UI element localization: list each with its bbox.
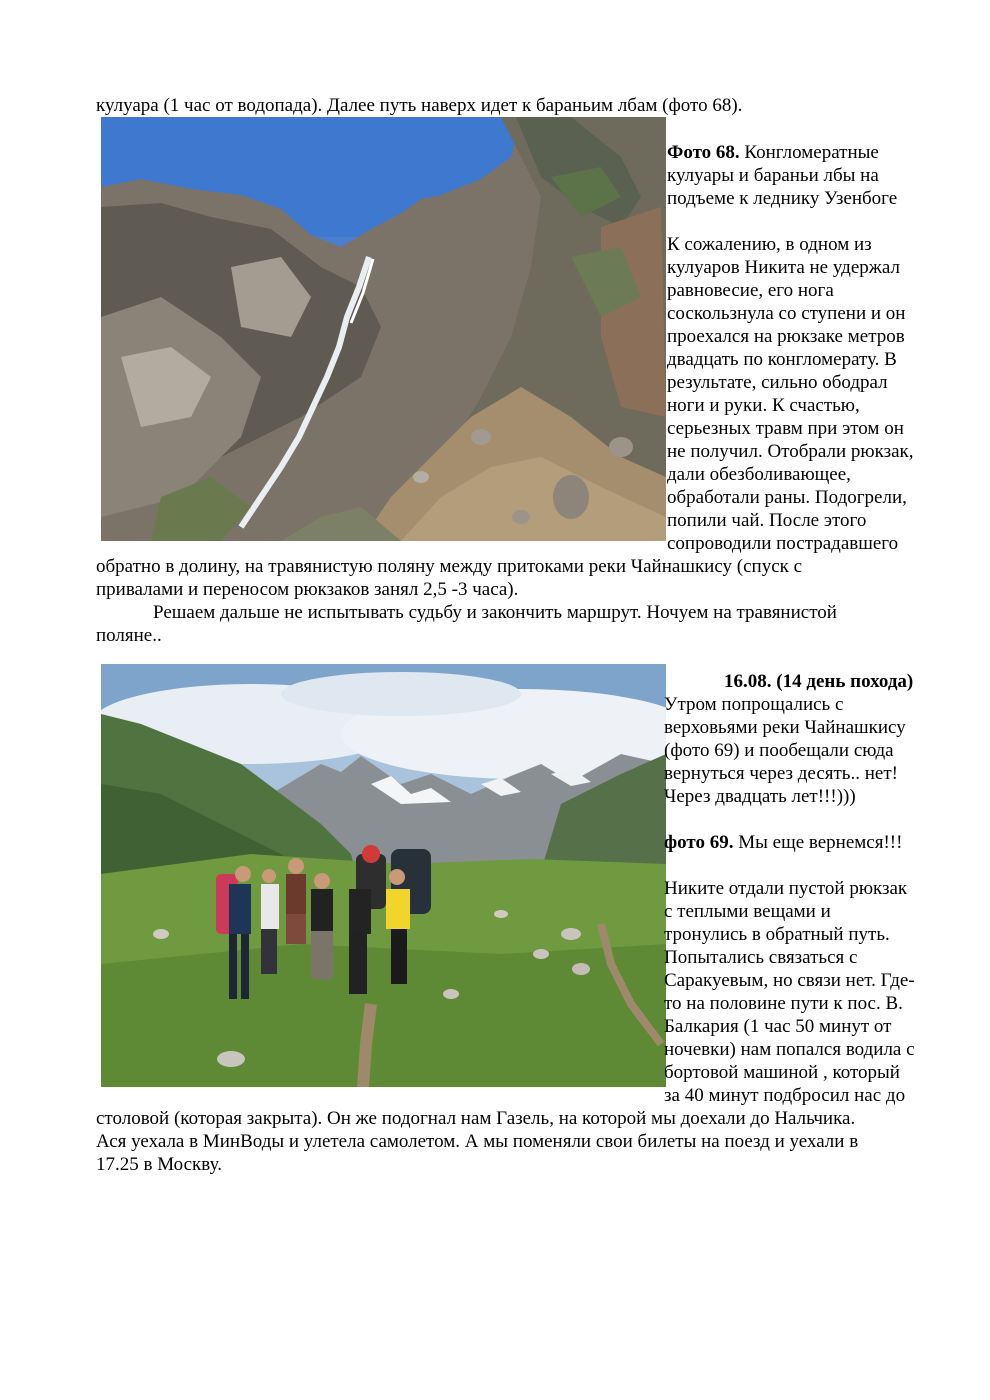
paragraph-line: Балкария (1 час 50 минут от [664, 1016, 892, 1037]
day-heading: 16.08. (14 день похода) [724, 671, 914, 692]
paragraph-line: проехался на рюкзаке метров [667, 326, 905, 347]
paragraph-line: серьезных травм при этом он [667, 418, 904, 439]
paragraph-line: Ася уехала в МинВоды и улетела самолетом. А мы поменяли свои билеты на поезд и уехали в [96, 1131, 859, 1152]
paragraph-line: с теплыми вещами и [664, 901, 831, 922]
paragraph-line: К сожалению, в одном из [667, 234, 872, 255]
paragraph-line: вернуться через десять.. нет! [664, 763, 898, 784]
paragraph-line: кулуаров Никита не удержал [667, 257, 900, 278]
photo-68-caption [667, 141, 879, 164]
caption-text: Мы еще вернемся!!! [733, 832, 903, 853]
paragraph-line: ночевки) нам попался водила с [664, 1039, 915, 1060]
paragraph-line: результате, сильно ободрал [667, 372, 888, 393]
paragraph-line: то на половине пути к пос. В. [664, 993, 903, 1014]
paragraph-line: обратно в долину, на травянистую поляну между притоками реки Чайнашкису (спуск с [96, 556, 803, 577]
paragraph-line: соскользнула со ступени и он [667, 303, 906, 324]
paragraph-line: Никите отдали пустой рюкзак [664, 878, 908, 899]
paragraph-line: обработали раны. Подогрели, [667, 487, 907, 508]
paragraph-line: Решаем дальше не испытывать судьбу и закончить маршрут. Ночуем на травянистой [153, 602, 837, 623]
caption-text: Конгломератные [739, 142, 879, 163]
paragraph-line: не получил. Отобрали рюкзак, [667, 441, 914, 462]
paragraph-line: бортовой машиной , который [664, 1062, 900, 1083]
paragraph-line: 17.25 в Москву. [96, 1154, 222, 1175]
paragraph-line: сопроводили пострадавшего [667, 533, 899, 554]
photo-69-group-image [101, 664, 666, 1087]
paragraph-line: ноги и руки. К счастью, [667, 395, 860, 416]
paragraph-line: Через двадцать лет!!!))) [664, 786, 856, 807]
caption-line: подъеме к леднику Узенбоге [667, 188, 898, 209]
photo-68-couloir-image [101, 117, 666, 541]
paragraph-line: за 40 минут подбросил нас до [664, 1085, 906, 1106]
paragraph-line: верховьями реки Чайнашкису [664, 717, 906, 738]
paragraph-line: Саракуевым, но связи нет. Где- [664, 970, 915, 991]
paragraph-line: дали обезболивающее, [667, 464, 851, 485]
paragraph-line: попили чай. После этого [667, 510, 867, 531]
caption-label: фото 69. [664, 832, 734, 853]
paragraph-line: привалами и переносом рюкзаков занял 2,5 -3 часа). [96, 579, 519, 600]
paragraph-line: двадцать по конгломерату. В [667, 349, 897, 370]
paragraph-line: Утром попрощались с [664, 694, 844, 715]
paragraph-line: поляне.. [96, 625, 162, 646]
caption-line: кулуары и бараньи лбы на [667, 165, 879, 186]
paragraph-line: столовой (которая закрыта). Он же подогнал нам Газель, на которой мы доехали до Нальчика. [96, 1108, 856, 1129]
photo-69-caption [664, 831, 902, 854]
paragraph-line: тронулись в обратный путь. [664, 924, 890, 945]
paragraph-line: кулуара (1 час от водопада). Далее путь наверх идет к бараньим лбам (фото 68). [96, 95, 743, 116]
paragraph-line: Попытались связаться с [664, 947, 858, 968]
paragraph-line: (фото 69) и пообещали сюда [664, 740, 894, 761]
caption-label: Фото 68. [667, 142, 740, 163]
paragraph-line: равновесие, его нога [667, 280, 834, 301]
